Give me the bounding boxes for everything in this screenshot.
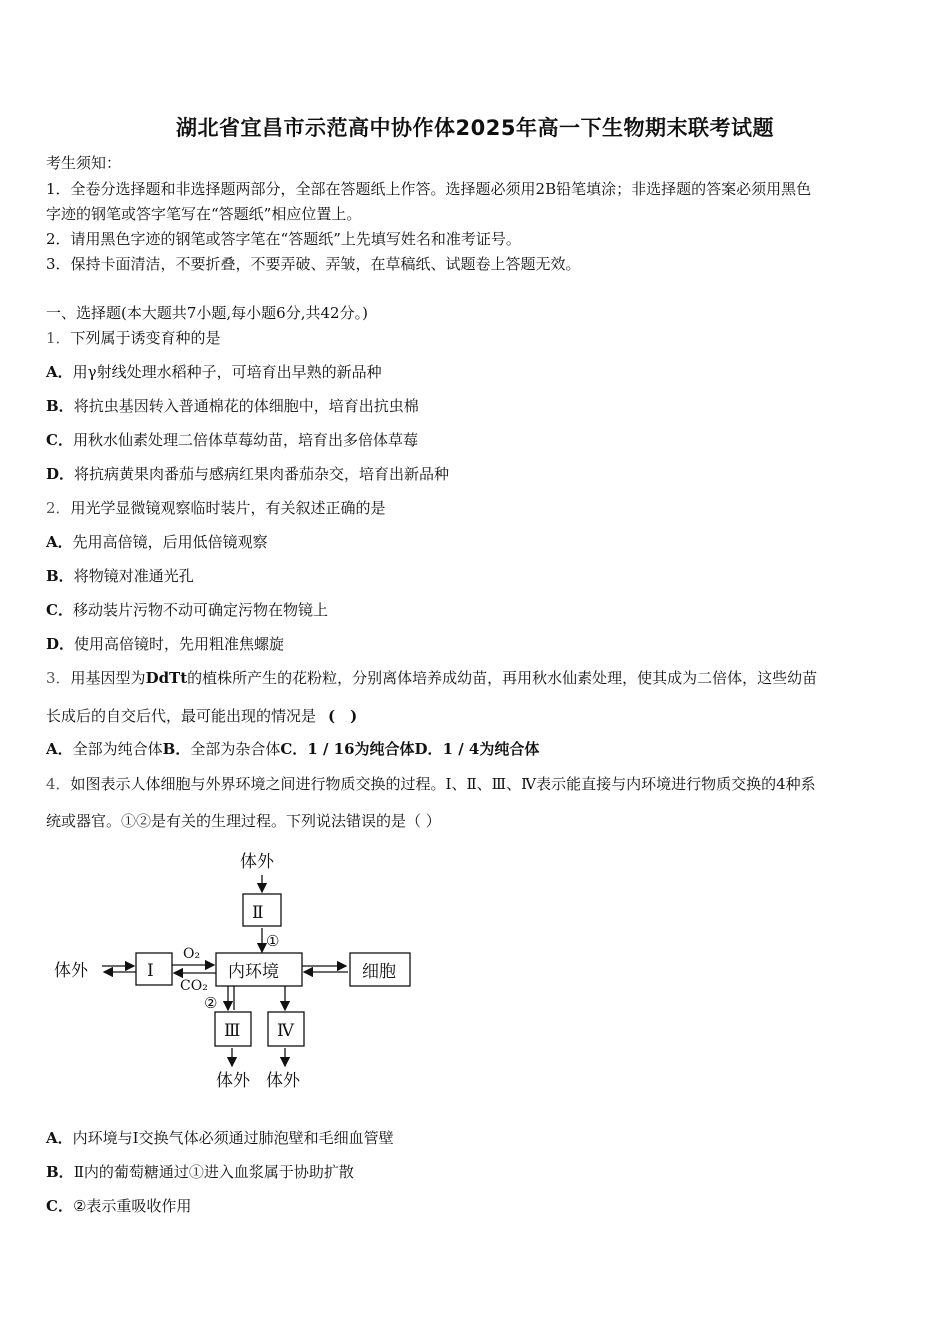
question-3-options (46, 738, 539, 759)
option-b (46, 1161, 354, 1182)
question-stem: 用光学显微镜观察临时装片，有关叙述正确的是 (70, 499, 386, 517)
option-text: 1 / 4为纯合体 (442, 740, 540, 758)
box-iii-label: Ⅲ (224, 1021, 241, 1041)
option-text: Ⅱ内的葡萄糖通过①进入血浆属于协助扩散 (73, 1163, 354, 1181)
notice-item: 2．请用黑色字迹的钢笔或答字笔在“答题纸”上先填写姓名和准考证号。 (46, 230, 521, 248)
option-c (46, 1195, 191, 1216)
option-text: 将物镜对准通光孔 (73, 567, 194, 585)
cell-label: 细胞 (362, 962, 396, 982)
question-number: 3． (46, 669, 71, 687)
option-a (46, 1127, 394, 1148)
option-b (46, 395, 419, 416)
question-stem: 长成后的自交后代，最可能出现的情况是 (46, 707, 317, 725)
option-text: 将抗虫基因转入普通棉花的体细胞中，培育出抗虫棉 (73, 397, 419, 415)
o2-label: O₂ (183, 946, 201, 962)
process-2-label: ② (204, 994, 218, 1012)
option-label: A． (46, 363, 73, 381)
option-label: C． (46, 601, 73, 619)
section-heading: 一、选择题(本大题共7小题,每小题6分,共42分。) (46, 304, 368, 322)
option-c (46, 599, 328, 620)
option-label: C． (46, 1197, 73, 1215)
notice-item: 1．全卷分选择题和非选择题两部分，全部在答题纸上作答。选择题必须用2B铅笔填涂；非选择题的答案必须用黑色 (46, 180, 812, 198)
option-b (46, 565, 194, 586)
question-4 (46, 773, 816, 794)
question-number: 2． (46, 499, 71, 517)
option-d (46, 633, 284, 654)
notice-item: 字迹的钢笔或答字笔写在“答题纸”相应位置上。 (46, 205, 362, 223)
notice-item: 3．保持卡面清洁，不要折叠，不要弄破、弄皱，在草稿纸、试题卷上答题无效。 (46, 255, 581, 273)
option-d (46, 463, 449, 484)
question-stem: 的植株所产生的花粉粒，分别离体培养成幼苗，再用秋水仙素处理，使其成为二倍体，这些幼苗 (187, 669, 818, 687)
question-3-cont (46, 705, 357, 726)
option-label: B． (46, 1163, 74, 1181)
notice-heading: 考生须知： (46, 154, 122, 172)
option-text: 使用高倍镜时，先用粗准焦螺旋 (74, 635, 285, 653)
question-4-cont: 统或器官。①②是有关的生理过程。下列说法错误的是（ ） (46, 812, 441, 830)
outside-label: 体外 (216, 1071, 250, 1091)
question-1 (46, 327, 221, 348)
option-label: A． (46, 533, 73, 551)
question-number: 1． (46, 329, 71, 347)
question-2 (46, 497, 386, 518)
box-i (136, 953, 172, 985)
option-label: D． (46, 465, 75, 483)
question-stem: 用基因型为 (70, 669, 146, 687)
option-label: C． (280, 740, 308, 758)
outside-label: 体外 (240, 852, 274, 872)
option-a (46, 361, 382, 382)
option-text: 全部为杂合体 (190, 740, 281, 758)
box-i-label: Ⅰ (147, 961, 154, 981)
option-text: 全部为纯合体 (72, 740, 163, 758)
internal-environment-label: 内环境 (228, 962, 279, 982)
option-label: D． (414, 740, 443, 758)
question-stem: 下列属于诱变育种的是 (70, 329, 221, 347)
option-text: 先用高倍镜，后用低倍镜观察 (72, 533, 268, 551)
option-text: 内环境与Ⅰ交换气体必须通过肺泡壁和毛细血管壁 (72, 1129, 394, 1147)
option-label: B． (162, 740, 191, 758)
option-label: A． (46, 740, 73, 758)
option-text: 将抗病黄果肉番茄与感病红果肉番茄杂交，培育出新品种 (74, 465, 450, 483)
genotype: DdTt (145, 669, 188, 687)
option-text: 用秋水仙素处理二倍体草莓幼苗，培育出多倍体草莓 (72, 431, 418, 449)
box-ii-label: Ⅱ (252, 903, 264, 923)
option-text: 用γ射线处理水稻种子，可培育出早熟的新品种 (72, 363, 382, 381)
option-text: 移动装片污物不动可确定污物在物镜上 (72, 601, 328, 619)
option-c (46, 429, 418, 450)
process-1-label: ① (266, 932, 280, 950)
option-text: 1 / 16为纯合体 (307, 740, 415, 758)
option-label: D． (46, 635, 75, 653)
co2-label: CO₂ (180, 978, 208, 994)
outside-label: 体外 (266, 1071, 300, 1091)
question-stem: 如图表示人体细胞与外界环境之间进行物质交换的过程。Ⅰ、Ⅱ、Ⅲ、Ⅳ表示能直接与内环境进行物质交换的4种系 (70, 775, 816, 793)
option-a (46, 531, 268, 552)
box-iv-label: Ⅳ (277, 1021, 294, 1041)
option-label: C． (46, 431, 73, 449)
question-number: 4． (46, 775, 71, 793)
option-label: A． (46, 1129, 73, 1147)
option-label: B． (46, 397, 74, 415)
question-3 (46, 667, 817, 688)
answer-paren: ( ) (328, 707, 358, 725)
option-text: ②表示重吸收作用 (72, 1197, 192, 1215)
page-title: 湖北省宜昌市示范高中协作体2025年高一下生物期末联考试题 (176, 116, 774, 140)
outside-label: 体外 (54, 961, 88, 981)
exchange-diagram (40, 840, 440, 1100)
option-label: B． (46, 567, 74, 585)
